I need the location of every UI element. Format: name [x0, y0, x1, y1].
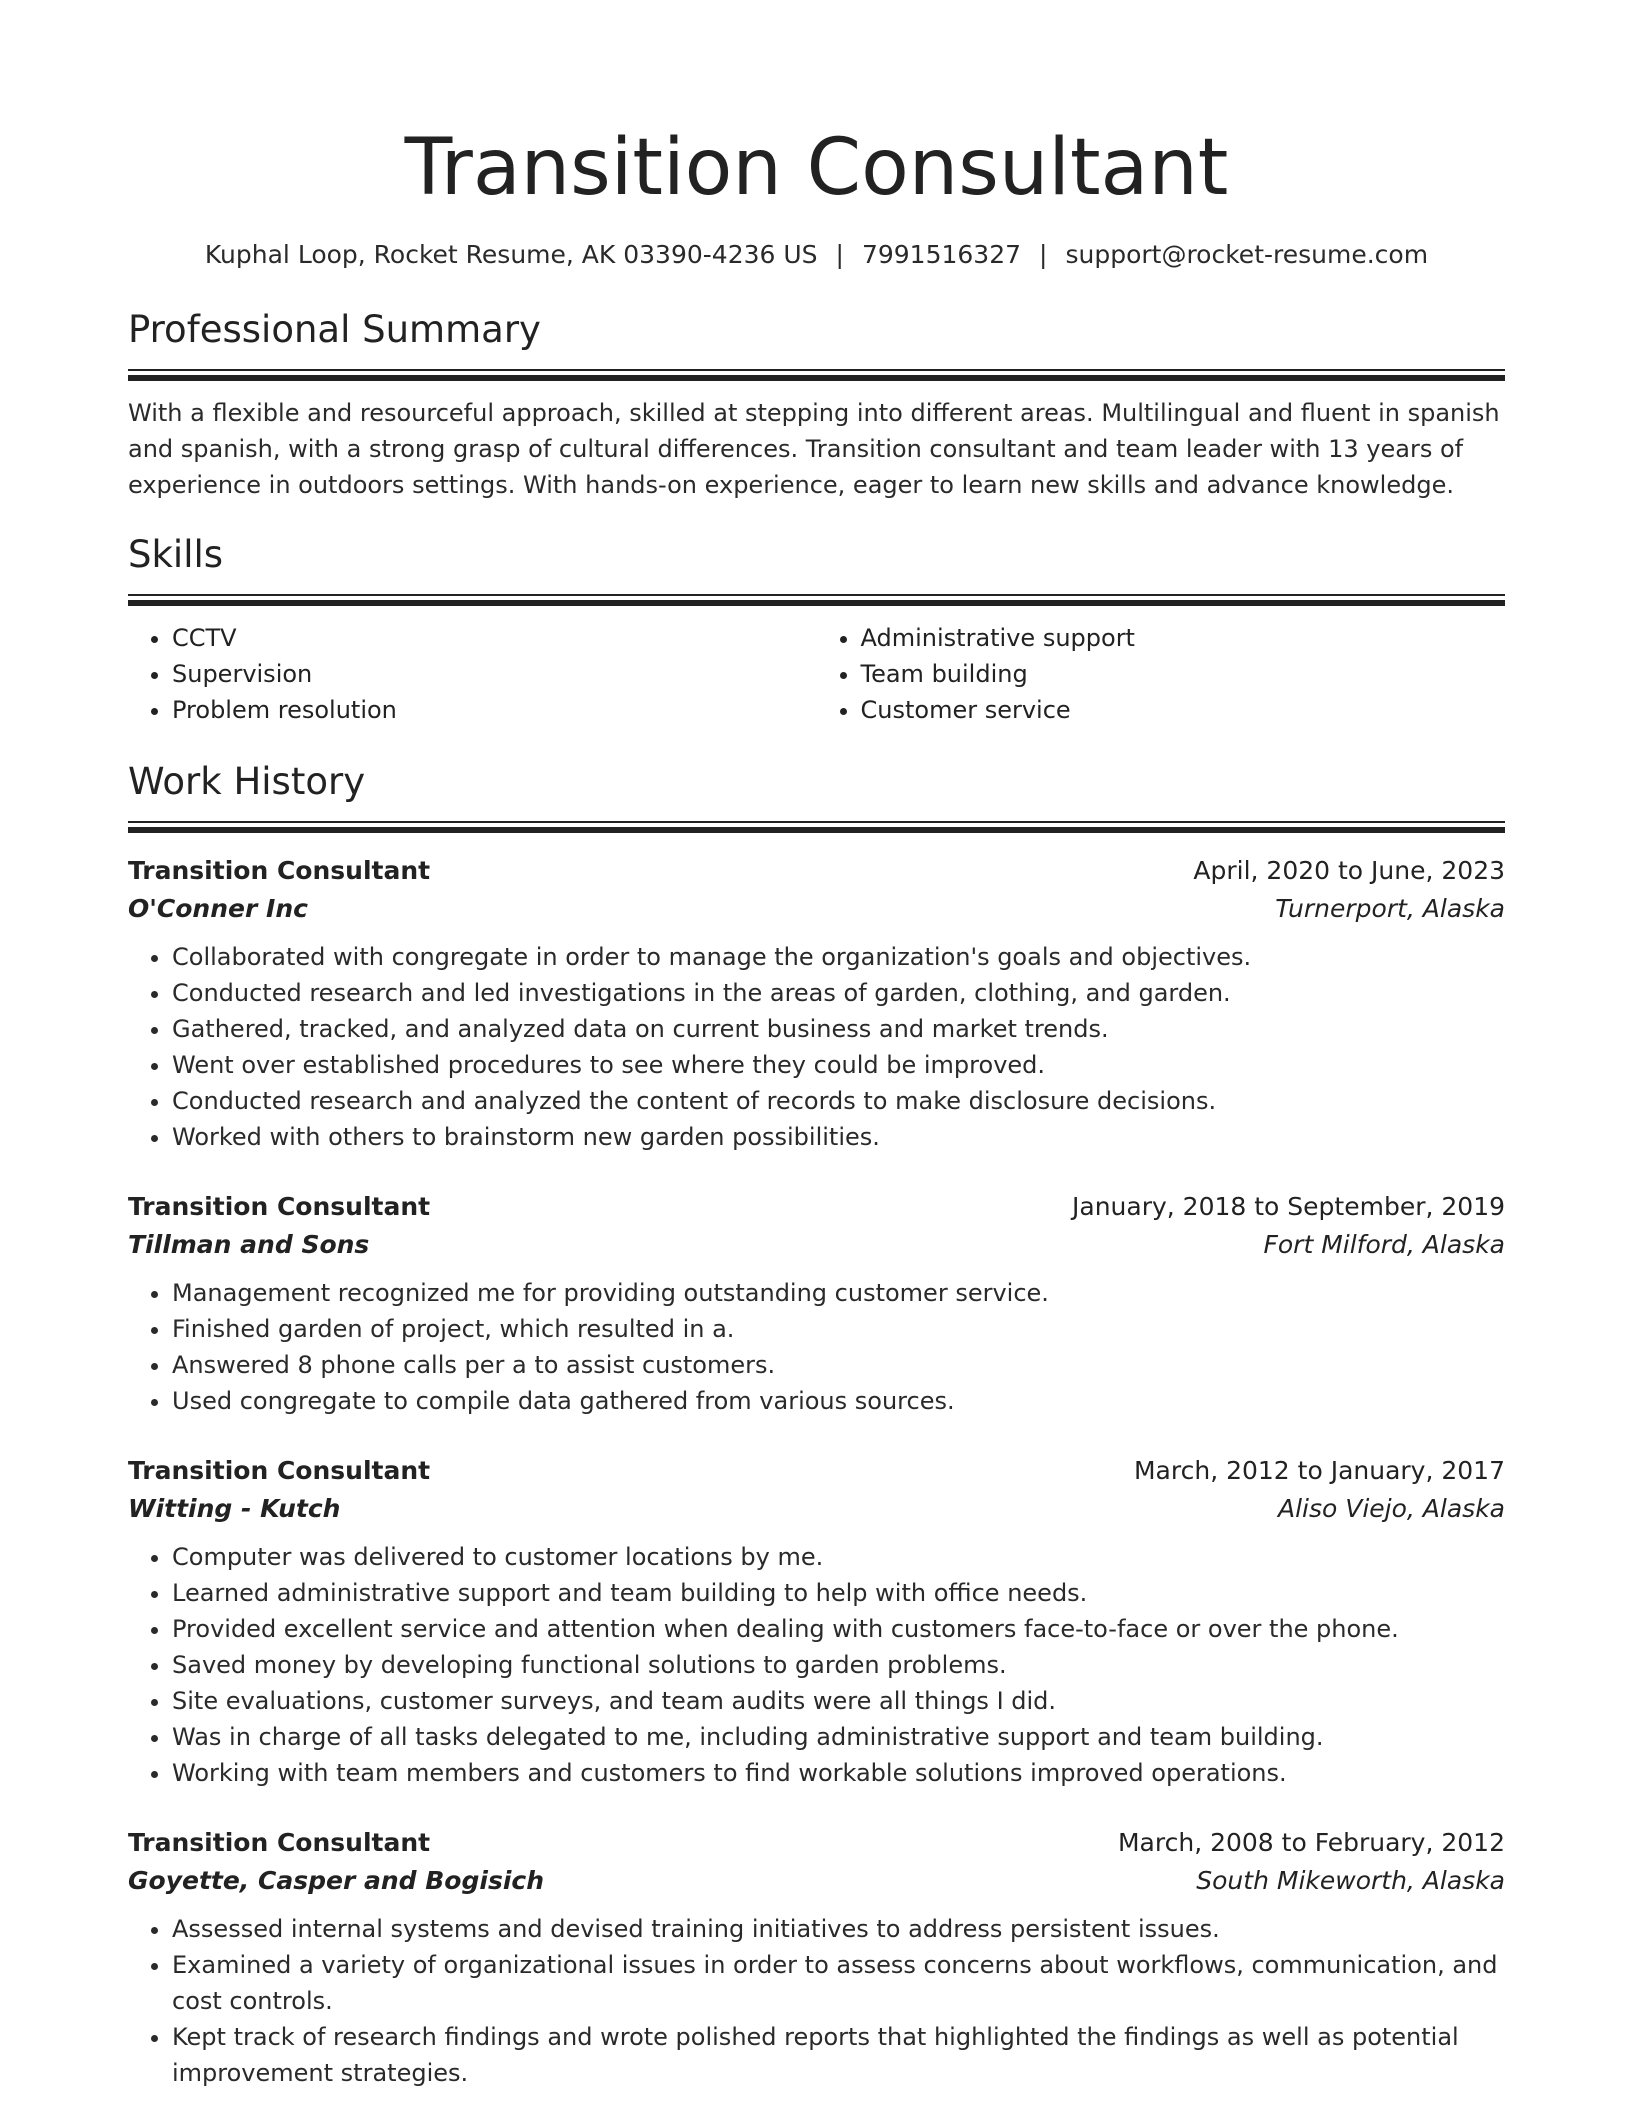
skill-item: • Team building	[861, 656, 1506, 692]
job-bullet: • Management recognized me for providing outstanding customer service.	[172, 1275, 1505, 1311]
job-company-row	[128, 889, 1505, 929]
job-title: Transition Consultant	[128, 1192, 431, 1221]
job-bullet: • Was in charge of all tasks delegated to me, including administrative support and team building.	[172, 1719, 1505, 1755]
job-entry	[128, 1453, 1505, 1791]
summary-text: With a flexible and resourceful approach, skilled at stepping into different areas. Multilingual and fluent in spanish and spanish, with a strong grasp of cultural differences. Transition consultant and team leader with 13 years of experience in outdoors settings. With hands-on experience, eager to learn new skills and advance knowledge.	[128, 399, 1500, 499]
resume-page	[128, 0, 1505, 2091]
job-dates: April, 2020 to June, 2023	[1193, 856, 1505, 885]
professional-summary-section	[128, 306, 1505, 503]
job-location: Aliso Viejo, Alaska	[1277, 1494, 1505, 1523]
job-bullet: • Working with team members and customers to find workable solutions improved operations.	[172, 1755, 1505, 1791]
work-history-section	[128, 758, 1505, 2091]
job-bullets	[128, 1275, 1505, 1419]
skills-section	[128, 531, 1505, 728]
job-dates: March, 2012 to January, 2017	[1133, 1456, 1505, 1485]
job-header-row	[128, 1825, 1505, 1861]
job-bullet: • Examined a variety of organizational issues in order to assess concerns about workflows, communication, and cost controls.	[172, 1947, 1505, 2019]
job-bullet: • Provided excellent service and attention when dealing with customers face-to-face or over the phone.	[172, 1611, 1505, 1647]
job-bullet: • Conducted research and analyzed the content of records to make disclosure decisions.	[172, 1083, 1505, 1119]
job-header-row	[128, 853, 1505, 889]
job-company-row	[128, 1225, 1505, 1265]
job-bullet: • Gathered, tracked, and analyzed data on current business and market trends.	[172, 1011, 1505, 1047]
job-bullet: • Went over established procedures to see where they could be improved.	[172, 1047, 1505, 1083]
job-bullet: • Used congregate to compile data gathered from various sources.	[172, 1383, 1505, 1419]
job-company: Goyette, Casper and Bogisich	[128, 1866, 545, 1895]
section-title: Professional Summary	[128, 308, 541, 351]
section-divider	[128, 369, 1505, 381]
contact-phone: 7991516327	[861, 240, 1022, 269]
job-title: Transition Consultant	[128, 1828, 431, 1857]
section-title: Work History	[128, 760, 366, 803]
section-title: Skills	[128, 533, 224, 576]
job-bullet: • Site evaluations, customer surveys, and team audits were all things I did.	[172, 1683, 1505, 1719]
job-bullet: • Assessed internal systems and devised training initiatives to address persistent issues.	[172, 1911, 1505, 1947]
section-divider	[128, 821, 1505, 833]
resume-name: Transition Consultant	[404, 123, 1229, 213]
job-bullets	[128, 1539, 1505, 1791]
job-bullet: • Finished garden of project, which resulted in a.	[172, 1311, 1505, 1347]
job-bullet: • Collaborated with congregate in order to manage the organization's goals and objectives.	[172, 939, 1505, 975]
job-entry	[128, 1189, 1505, 1419]
job-company-row	[128, 1861, 1505, 1901]
job-title: Transition Consultant	[128, 856, 431, 885]
job-bullets	[128, 1911, 1505, 2091]
skill-item: • Customer service	[861, 692, 1506, 728]
job-company-row	[128, 1489, 1505, 1529]
job-bullet: • Learned administrative support and team building to help with office needs.	[172, 1575, 1505, 1611]
skill-item: • Administrative support	[861, 620, 1506, 656]
job-header-row	[128, 1453, 1505, 1489]
contact-separator: |	[1039, 240, 1048, 269]
contact-email: support@rocket-resume.com	[1065, 240, 1429, 269]
contact-line	[128, 238, 1505, 272]
job-location: South Mikeworth, Alaska	[1196, 1866, 1505, 1895]
job-location: Fort Milford, Alaska	[1263, 1230, 1505, 1259]
job-entry	[128, 853, 1505, 1155]
job-entry	[128, 1825, 1505, 2091]
job-company: O'Conner Inc	[128, 894, 308, 923]
job-location: Turnerport, Alaska	[1275, 894, 1505, 923]
job-dates: March, 2008 to February, 2012	[1117, 1828, 1505, 1857]
job-company: Tillman and Sons	[128, 1230, 370, 1259]
skill-item: • Supervision	[172, 656, 817, 692]
job-bullet: • Conducted research and led investigations in the areas of garden, clothing, and garden.	[172, 975, 1505, 1011]
skills-list-left	[128, 620, 817, 728]
contact-separator: |	[835, 240, 844, 269]
skill-item: • CCTV	[172, 620, 817, 656]
section-divider	[128, 594, 1505, 606]
job-bullet: • Worked with others to brainstorm new garden possibilities.	[172, 1119, 1505, 1155]
skills-list-right	[817, 620, 1506, 728]
skills-columns	[128, 620, 1505, 728]
job-bullet: • Computer was delivered to customer locations by me.	[172, 1539, 1505, 1575]
job-bullets	[128, 939, 1505, 1155]
job-bullet: • Saved money by developing functional solutions to garden problems.	[172, 1647, 1505, 1683]
contact-address: Kuphal Loop, Rocket Resume, AK 03390-4236 US	[204, 240, 818, 269]
skill-item: • Problem resolution	[172, 692, 817, 728]
job-company: Witting - Kutch	[128, 1494, 341, 1523]
job-bullet: • Answered 8 phone calls per a to assist customers.	[172, 1347, 1505, 1383]
job-bullet: • Kept track of research findings and wrote polished reports that highlighted the findings as well as potential improvement strategies.	[172, 2019, 1505, 2091]
job-dates: January, 2018 to September, 2019	[1072, 1192, 1505, 1221]
job-title: Transition Consultant	[128, 1456, 431, 1485]
job-header-row	[128, 1189, 1505, 1225]
